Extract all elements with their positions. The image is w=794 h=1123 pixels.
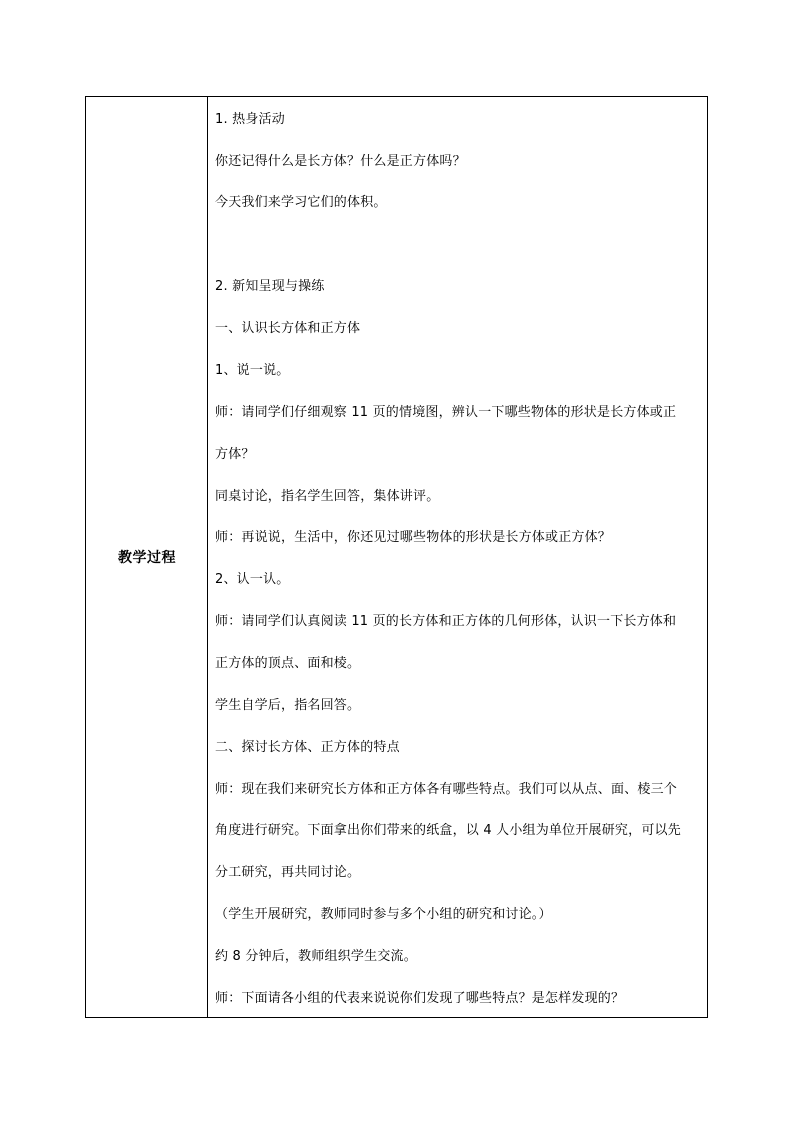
- content-cell: [208, 97, 707, 1017]
- content-line: 方体？: [215, 447, 255, 462]
- content-line: 师：现在我们来研究长方体和正方体各有哪些特点。我们可以从点、面、棱三个: [215, 782, 678, 797]
- content-line: 正方体的顶点、面和棱。: [215, 656, 361, 671]
- content-line: 同桌讨论，指名学生回答，集体讲评。: [215, 489, 440, 504]
- content-line: 一、认识长方体和正方体: [215, 321, 361, 336]
- content-line: （学生开展研究，教师同时参与多个小组的研究和讨论。）: [215, 907, 552, 922]
- content-line: 你还记得什么是长方体？什么是正方体吗？: [215, 154, 466, 169]
- content-line: 1. 热身活动: [215, 112, 285, 127]
- section-label: 教学过程: [118, 550, 176, 566]
- content-line: 师：下面请各小组的代表来说说你们发现了哪些特点？是怎样发现的？: [215, 991, 625, 1006]
- content-line: 分工研究，再共同讨论。: [215, 865, 361, 880]
- content-line: 师：请同学们认真阅读 11 页的长方体和正方体的几何形体，认识一下长方体和: [215, 614, 677, 629]
- content-line: 约 8 分钟后，教师组织学生交流。: [215, 949, 417, 964]
- content-line: 今天我们来学习它们的体积。: [215, 195, 387, 210]
- content-line: 1、说一说。: [215, 363, 290, 378]
- content-line: 二、探讨长方体、正方体的特点: [215, 740, 400, 755]
- content-line: 角度进行研究。下面拿出你们带来的纸盒，以 4 人小组为单位开展研究，可以先: [215, 823, 681, 838]
- content-line: 2. 新知呈现与操练: [215, 279, 325, 294]
- content-line: 师：再说说，生活中，你还见过哪些物体的形状是长方体或正方体？: [215, 530, 612, 545]
- content-line: 学生自学后，指名回答。: [215, 698, 361, 713]
- section-label-cell: [86, 97, 208, 1017]
- lesson-table: [85, 96, 708, 1018]
- content-line: 2、认一认。: [215, 572, 290, 587]
- content-line: 师：请同学们仔细观察 11 页的情境图，辨认一下哪些物体的形状是长方体或正: [215, 405, 677, 420]
